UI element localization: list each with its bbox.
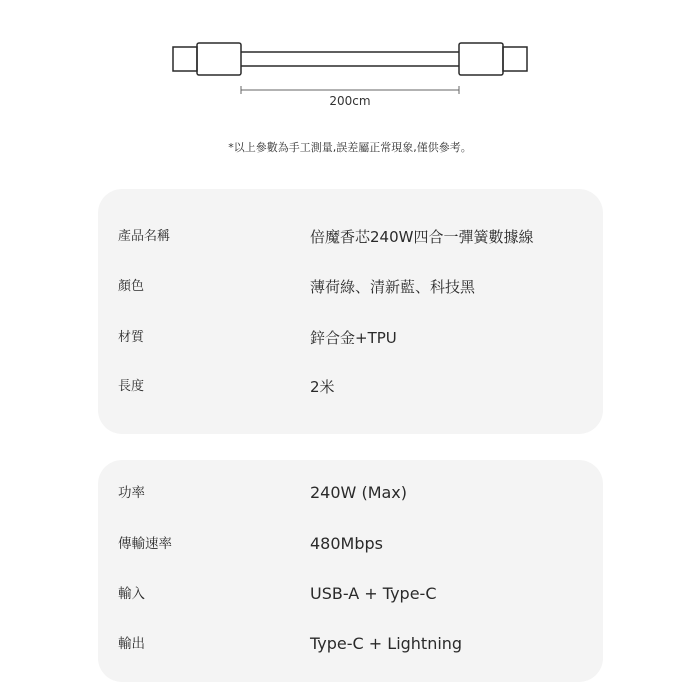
spec-label: 輸出 [118,636,145,652]
spec-row-product-name [98,225,603,249]
spec-value: 480Mbps [310,534,383,553]
spec-row-color [98,275,603,299]
spec-card-basic [98,189,603,434]
spec-label: 功率 [118,485,145,501]
spec-row-power [98,481,603,505]
spec-value: 2米 [310,378,335,396]
spec-row-output [98,632,603,656]
spec-value: USB-A + Type-C [310,584,437,603]
spec-value: Type-C + Lightning [310,634,463,653]
spec-row-transfer-rate [98,532,603,556]
spec-value: 240W (Max) [310,483,408,502]
right-plug-tip [503,47,527,71]
spec-label: 產品名稱 [118,229,171,244]
spec-row-input [98,582,603,606]
right-connector-body [459,43,503,75]
spec-label: 顏色 [118,279,145,294]
left-connector-body [197,43,241,75]
left-plug-tip [173,47,197,71]
spec-label: 輸入 [118,586,145,602]
length-label: 200cm [329,94,371,108]
spec-card-performance [98,460,603,682]
spec-label: 材質 [118,330,145,345]
spec-value: 薄荷綠、清新藍、科技黑 [310,278,476,296]
spec-label: 長度 [118,379,145,394]
spec-value: 鋅合金+TPU [310,329,397,347]
spec-label: 傳輸速率 [118,536,172,552]
spec-row-material [98,326,603,350]
measurement-note: *以上參數為手工測量,誤差屬正常現象,僅供參考。 [228,141,472,154]
spec-value: 倍魔香芯240W四合一彈簧數據線 [310,228,534,246]
spec-row-length [98,375,603,399]
